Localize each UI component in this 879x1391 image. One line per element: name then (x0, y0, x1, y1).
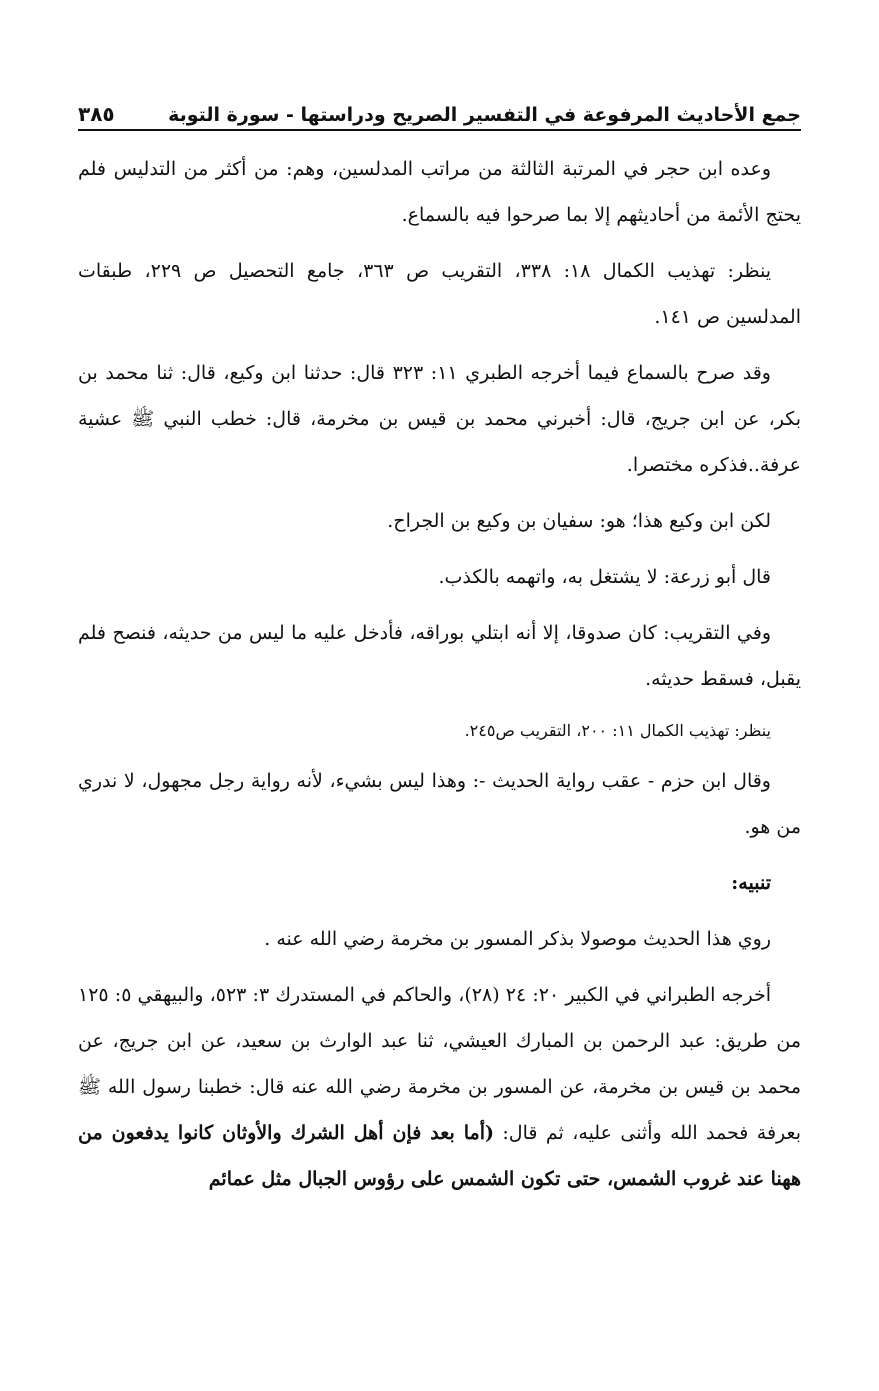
paragraph-rowi: روي هذا الحديث موصولا بذكر المسور بن مخرمة رضي الله عنه . (264, 928, 771, 950)
notice-heading: تنبيه: (731, 872, 771, 894)
paragraph-taqreeb: وفي التقريب: كان صدوقا، إلا أنه ابتلي بوراقه، فأدخل عليه ما ليس من حديثه، فنصح فلم يقبل، فسقط حديثه. (78, 622, 801, 690)
header-title: جمع الأحاديث المرفوعة في التفسير الصريح ودراستها - سورة التوبة (168, 104, 801, 126)
paragraph-references-1: ينظر: تهذيب الكمال ١٨: ٣٣٨، التقريب ص ٣٦٣، جامع التحصيل ص ٢٢٩، طبقات المدلسين ص ١٤١. (78, 260, 801, 328)
running-header (78, 96, 801, 126)
paragraph-tadlis: وعده ابن حجر في المرتبة الثالثة من مراتب المدلسين، وهم: من أكثر من التدليس فلم يحتج الأئمة من أحاديثهم إلا بما صرحوا فيه بالسماع. (78, 158, 801, 226)
paragraph-tabari: وقد صرح بالسماع فيما أخرجه الطبري ١١: ٣٢٣ قال: حدثنا ابن وكيع، قال: ثنا محمد بن بكر، عن ابن جريج، قال: أخبرني محمد بن قيس بن مخرمة، قال: خطب النبي ﷺ عشية عرفة..فذكره مختصرا. (78, 362, 801, 476)
paragraph-ibn-wakee: لكن ابن وكيع هذا؛ هو: سفيان بن وكيع بن الجراح. (387, 510, 771, 532)
body-text (78, 146, 801, 1212)
page-number: ٣٨٥ (78, 102, 115, 126)
paragraph-abu-zura: قال أبو زرعة: لا يشتغل به، واتهمه بالكذب. (438, 566, 771, 588)
paragraph-final-text: أخرجه الطبراني في الكبير ٢٠: ٢٤ (٢٨)، والحاكم في المستدرك ٣: ٥٢٣، والبيهقي ٥: ١٢٥ من طريق: عبد الرحمن بن المبارك العيشي، ثنا عبد الوارث بن سعيد، عن ابن جريج، عن محمد بن قيس بن مخرمة، عن المسور بن مخرمة رضي الله عنه قال: خطبنا رسول الله ﷺ بعرفة فحمد الله وأثنى عليه، ثم قال: (78, 984, 801, 1144)
header-divider (78, 129, 801, 131)
hadith-quote: (أما بعد فإن أهل الشرك والأوثان كانوا يدفعون من ههنا عند غروب الشمس، حتى تكون الشمس على رؤوس الجبال مثل عمائم (78, 1122, 801, 1190)
paragraph-references-2: ينظر: تهذيب الكمال ١١: ٢٠٠، التقريب ص٢٤٥. (464, 721, 771, 740)
paragraph-ibn-hazm: وقال ابن حزم - عقب رواية الحديث -: وهذا ليس بشيء، لأنه رواية رجل مجهول، لا ندري من هو. (78, 770, 801, 838)
paragraph-final (78, 972, 801, 1202)
